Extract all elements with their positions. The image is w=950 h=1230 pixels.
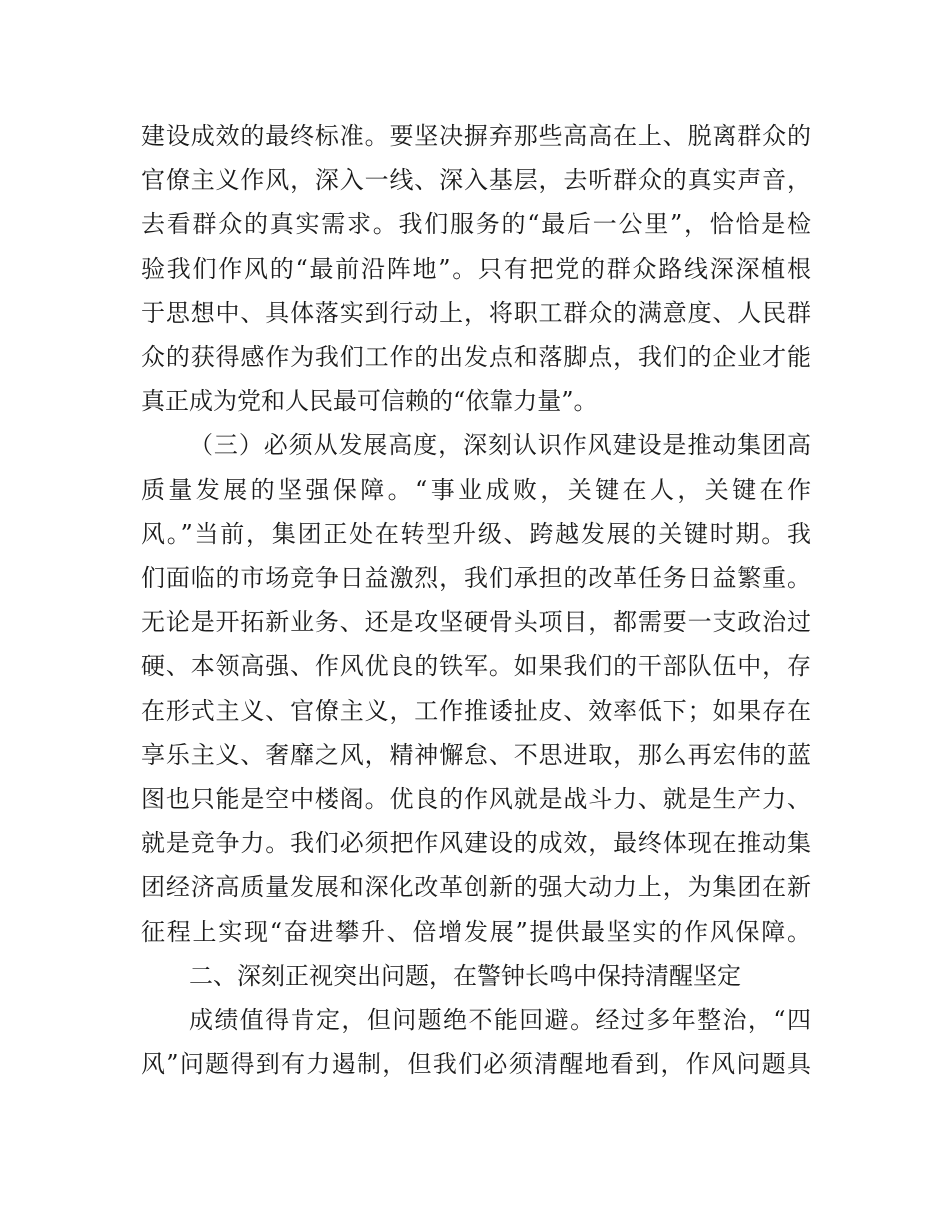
text-line: （三）必须从发展高度，深刻认识作风建设是推动集团高 xyxy=(189,431,811,460)
text-line: 团经济高质量发展和深化改革创新的强大动力上，为集团在新 xyxy=(141,873,811,902)
text-line: 于思想中、具体落实到行动上，将职工群众的满意度、人民群 xyxy=(141,298,811,327)
text-line: 硬、本领高强、作风优良的铁军。如果我们的干部队伍中，存 xyxy=(141,652,811,681)
document-body xyxy=(141,114,811,1086)
text-line: 真正成为党和人民最可信赖的“依靠力量”。 xyxy=(141,387,598,416)
paragraph-p3 xyxy=(141,954,811,998)
text-line: 成绩值得肯定，但问题绝不能回避。经过多年整治，“四 xyxy=(189,1006,811,1035)
text-line: 无论是开拓新业务、还是攻坚硬骨头项目，都需要一支政治过 xyxy=(141,608,811,637)
text-line: 质量发展的坚强保障。“事业成败，关键在人，关键在作 xyxy=(141,475,811,504)
text-line: 建设成效的最终标准。要坚决摒弃那些高高在上、脱离群众的 xyxy=(141,122,811,150)
text-line: 验我们作风的“最前沿阵地”。只有把党的群众路线深深植根 xyxy=(141,254,811,283)
paragraph-p1 xyxy=(141,114,811,423)
text-line: 在形式主义、官僚主义，工作推诿扯皮、效率低下；如果存在 xyxy=(141,696,811,725)
text-line: 二、深刻正视突出问题，在警钟长鸣中保持清醒坚定 xyxy=(189,961,741,990)
text-line: 们面临的市场竞争日益激烈，我们承担的改革任务日益繁重。 xyxy=(141,564,811,593)
text-line: 众的获得感作为我们工作的出发点和落脚点，我们的企业才能 xyxy=(141,343,811,372)
text-line: 风”问题得到有力遏制，但我们必须清醒地看到，作风问题具 xyxy=(141,1050,811,1079)
text-line: 官僚主义作风，深入一线、深入基层，去听群众的真实声音， xyxy=(141,166,811,195)
text-line: 去看群众的真实需求。我们服务的“最后一公里”，恰恰是检 xyxy=(141,210,811,239)
text-line: 征程上实现“奋进攀升、倍增发展”提供最坚实的作风保障。 xyxy=(141,917,811,946)
text-line: 享乐主义、奢靡之风，精神懈怠、不思进取，那么再宏伟的蓝 xyxy=(141,740,811,769)
text-line: 图也只能是空中楼阁。优良的作风就是战斗力、就是生产力、 xyxy=(141,785,811,814)
text-line: 就是竞争力。我们必须把作风建设的成效，最终体现在推动集 xyxy=(141,829,811,858)
text-line: 风。”当前，集团正处在转型升级、跨越发展的关键时期。我 xyxy=(141,519,811,548)
paragraph-p2 xyxy=(141,423,811,953)
paragraph-p4 xyxy=(141,998,811,1086)
